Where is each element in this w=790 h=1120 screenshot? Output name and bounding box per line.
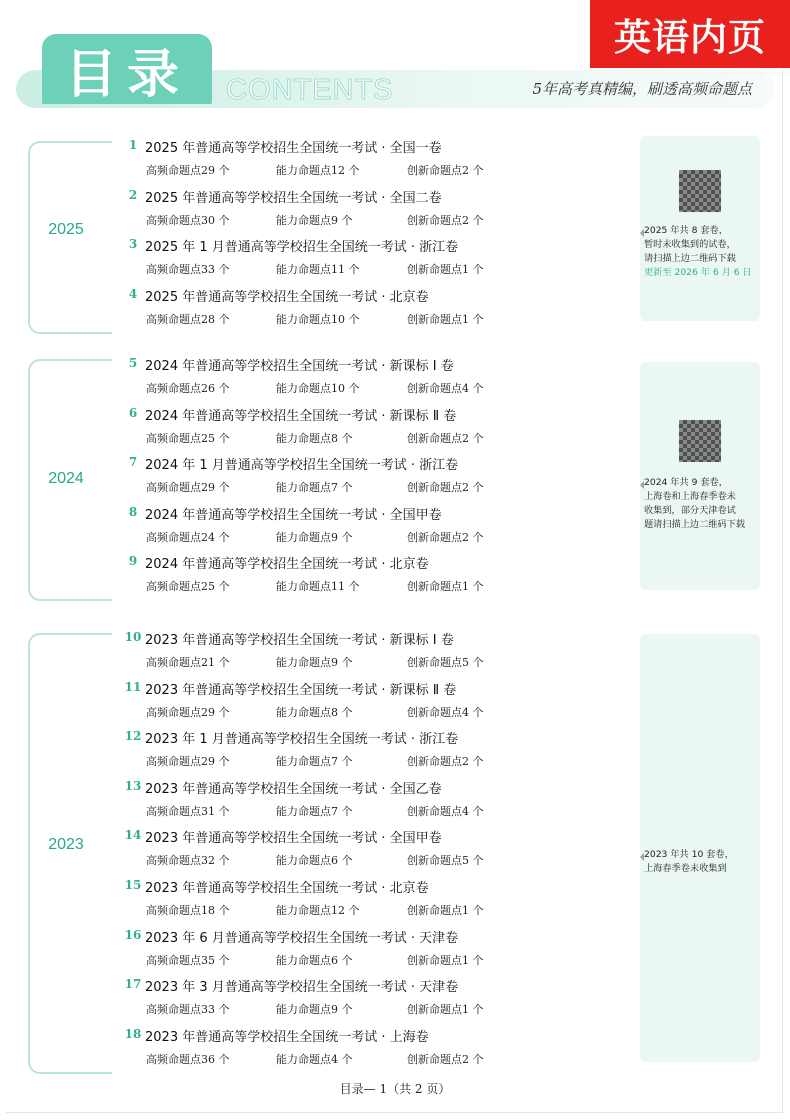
stat-value: 1 (462, 1003, 469, 1017)
stat-value: 32 (201, 854, 215, 868)
stat-high-frequency (146, 1001, 230, 1017)
stat-unit: 个 (472, 312, 484, 326)
stat-value: 29 (201, 164, 215, 177)
stat-unit: 个 (472, 164, 484, 177)
stat-value: 2 (462, 530, 469, 544)
stat-value: 9 (331, 1003, 338, 1017)
stat-value: 9 (331, 656, 338, 669)
stat-label: 创新命题点 (407, 164, 462, 177)
toc-entry[interactable] (124, 977, 624, 1027)
stat-label: 高频命题点 (146, 1003, 201, 1017)
entry-title: 2023 年 3 月普通高等学校招生全国统一考试 · 天津卷 (145, 980, 459, 996)
stat-unit: 个 (218, 1003, 230, 1017)
stat-high-frequency (146, 704, 230, 720)
stat-value: 7 (331, 804, 338, 818)
stat-label: 创新命题点 (407, 854, 462, 868)
stat-unit: 个 (218, 804, 230, 818)
stat-label: 能力命题点 (276, 953, 331, 967)
stat-label: 高频命题点 (146, 755, 201, 769)
stat-value: 1 (462, 580, 469, 594)
stat-value: 2 (462, 431, 469, 445)
stat-label: 创新命题点 (407, 755, 462, 769)
stat-label: 创新命题点 (407, 382, 462, 395)
year-note (644, 476, 758, 532)
stat-unit: 个 (218, 382, 230, 395)
year-note (644, 224, 758, 280)
stat-value: 4 (462, 804, 469, 818)
stat-label: 创新命题点 (407, 953, 462, 967)
stat-value: 1 (462, 263, 469, 277)
stat-value: 18 (201, 904, 215, 917)
stat-value: 11 (331, 580, 345, 594)
stat-unit: 个 (472, 530, 484, 544)
entry-number: 3 (128, 237, 138, 252)
stat-label: 创新命题点 (407, 263, 462, 277)
stat-innovation (407, 654, 484, 670)
stat-unit: 个 (218, 481, 230, 495)
stat-value: 33 (201, 263, 215, 277)
stat-high-frequency (146, 311, 230, 327)
stat-innovation (407, 753, 484, 769)
entry-number: 18 (124, 1026, 142, 1041)
stat-high-frequency (146, 902, 230, 918)
stat-innovation (407, 311, 484, 327)
stat-label: 能力命题点 (276, 1052, 331, 1066)
stat-unit: 个 (218, 164, 230, 177)
stat-label: 高频命题点 (146, 854, 201, 868)
note-line: 上海春季卷未收集到 (644, 863, 727, 874)
stat-label: 能力命题点 (276, 481, 331, 495)
stat-ability (276, 479, 353, 495)
stat-unit: 个 (472, 263, 484, 277)
stat-ability (276, 162, 360, 178)
stat-value: 25 (201, 431, 215, 445)
toc-entry[interactable] (124, 680, 624, 730)
stat-value: 29 (201, 755, 215, 769)
stat-unit: 个 (218, 1052, 230, 1066)
entry-title: 2023 年普通高等学校招生全国统一考试 · 上海卷 (145, 1029, 429, 1045)
stat-ability (276, 852, 353, 868)
toc-entry[interactable] (124, 1027, 624, 1077)
entry-number: 2 (128, 187, 138, 202)
stat-value: 1 (462, 904, 469, 917)
stat-label: 创新命题点 (407, 580, 462, 594)
stat-value: 31 (201, 804, 215, 818)
note-line: 题请扫描上边二维码下载 (644, 519, 746, 530)
year-note-panel (640, 136, 760, 321)
stat-label: 能力命题点 (276, 263, 331, 277)
stat-value: 2 (462, 1052, 469, 1066)
stat-unit: 个 (472, 431, 484, 445)
stat-label: 创新命题点 (407, 705, 462, 719)
toc-entry[interactable] (124, 729, 624, 779)
entry-number: 10 (124, 630, 142, 644)
stat-unit: 个 (348, 382, 360, 395)
entry-number: 4 (128, 286, 138, 301)
toc-entry[interactable] (124, 188, 624, 238)
entry-number: 13 (124, 778, 142, 793)
stat-label: 创新命题点 (407, 904, 462, 917)
stat-ability (276, 952, 353, 968)
stat-value: 21 (201, 656, 215, 669)
stat-label: 高频命题点 (146, 263, 201, 277)
stat-value: 12 (331, 164, 345, 177)
stat-label: 高频命题点 (146, 431, 201, 445)
stat-high-frequency (146, 212, 230, 228)
stat-high-frequency (146, 162, 230, 178)
stat-value: 30 (201, 213, 215, 227)
stat-high-frequency (146, 803, 230, 819)
stat-unit: 个 (218, 656, 230, 669)
qr-code-icon[interactable] (679, 420, 721, 462)
stat-unit: 个 (348, 263, 360, 277)
stat-ability (276, 261, 360, 277)
stat-label: 能力命题点 (276, 431, 331, 445)
entry-number: 11 (124, 679, 142, 694)
stat-innovation (407, 430, 484, 446)
stat-unit: 个 (472, 755, 484, 769)
stat-label: 能力命题点 (276, 854, 331, 868)
stat-value: 24 (201, 530, 215, 544)
stat-unit: 个 (472, 953, 484, 967)
entry-number: 14 (124, 828, 142, 843)
stat-unit: 个 (218, 312, 230, 326)
stat-label: 能力命题点 (276, 580, 331, 594)
stat-innovation (407, 803, 484, 819)
stat-label: 能力命题点 (276, 904, 331, 917)
stat-value: 28 (201, 312, 215, 326)
stat-innovation (407, 212, 484, 228)
stat-ability (276, 529, 353, 545)
stat-unit: 个 (472, 904, 484, 917)
stat-unit: 个 (218, 530, 230, 544)
stat-ability (276, 902, 360, 918)
stat-unit: 个 (472, 213, 484, 227)
stat-label: 创新命题点 (407, 1003, 462, 1017)
stat-label: 能力命题点 (276, 705, 331, 719)
page-footer: 目录— 1（共 2 页） (339, 1082, 451, 1096)
stat-ability (276, 430, 353, 446)
year-note-panel (640, 634, 760, 1062)
stat-value: 4 (331, 1052, 338, 1066)
stat-label: 能力命题点 (276, 1003, 331, 1017)
stat-high-frequency (146, 578, 230, 594)
stat-unit: 个 (341, 656, 353, 669)
note-line: 上海卷和上海春季卷未 (644, 491, 736, 502)
stat-unit: 个 (472, 705, 484, 719)
entry-title: 2025 年 1 月普通高等学校招生全国统一考试 · 浙江卷 (145, 240, 459, 256)
entry-title: 2024 年普通高等学校招生全国统一考试 · 北京卷 (145, 557, 429, 573)
stat-unit: 个 (341, 854, 353, 868)
stat-value: 29 (201, 481, 215, 495)
stat-value: 2 (462, 481, 469, 495)
stat-ability (276, 803, 353, 819)
year-note-panel (640, 362, 760, 590)
note-line: 2023 年共 10 套卷， (644, 849, 734, 860)
stat-label: 能力命题点 (276, 656, 331, 669)
entry-title: 2023 年普通高等学校招生全国统一考试 · 全国乙卷 (145, 781, 442, 797)
stat-unit: 个 (341, 804, 353, 818)
year-label: 2025 (48, 221, 84, 238)
stat-value: 8 (331, 431, 338, 445)
stat-label: 高频命题点 (146, 213, 201, 227)
year-label: 2023 (48, 836, 84, 853)
stat-value: 1 (462, 312, 469, 326)
stat-label: 创新命题点 (407, 431, 462, 445)
entry-title: 2023 年 6 月普通高等学校招生全国统一考试 · 天津卷 (145, 930, 459, 946)
stat-innovation (407, 952, 484, 968)
stat-value: 4 (462, 705, 469, 719)
stat-innovation (407, 578, 484, 594)
stat-unit: 个 (218, 263, 230, 277)
stat-innovation (407, 479, 484, 495)
stat-label: 能力命题点 (276, 530, 331, 544)
stat-label: 高频命题点 (146, 1052, 201, 1066)
stat-value: 35 (201, 953, 215, 967)
entry-title: 2025 年普通高等学校招生全国统一考试 · 北京卷 (145, 289, 429, 305)
stat-label: 高频命题点 (146, 312, 201, 326)
stat-innovation (407, 380, 484, 396)
entry-number: 6 (128, 405, 138, 420)
stat-unit: 个 (218, 755, 230, 769)
stat-label: 高频命题点 (146, 481, 201, 495)
stat-value: 10 (331, 312, 345, 326)
toc-entry[interactable] (124, 237, 624, 287)
year-label: 2024 (48, 470, 84, 487)
toc-entry[interactable] (124, 287, 624, 337)
stat-label: 创新命题点 (407, 656, 462, 669)
entry-title: 2023 年普通高等学校招生全国统一考试 · 全国甲卷 (145, 831, 442, 847)
stat-label: 高频命题点 (146, 530, 201, 544)
stat-innovation (407, 902, 484, 918)
entry-title: 2025 年普通高等学校招生全国统一考试 · 全国一卷 (145, 141, 442, 156)
stat-ability (276, 753, 353, 769)
stat-label: 高频命题点 (146, 580, 201, 594)
stat-unit: 个 (341, 431, 353, 445)
stat-label: 能力命题点 (276, 755, 331, 769)
stat-unit: 个 (218, 705, 230, 719)
stat-ability (276, 1051, 353, 1067)
stat-unit: 个 (472, 656, 484, 669)
stat-value: 29 (201, 705, 215, 719)
stat-ability (276, 578, 360, 594)
entry-title: 2025 年普通高等学校招生全国统一考试 · 全国二卷 (145, 190, 442, 206)
stat-value: 11 (331, 263, 345, 277)
stat-high-frequency (146, 1051, 230, 1067)
stat-unit: 个 (472, 1052, 484, 1066)
stat-label: 能力命题点 (276, 804, 331, 818)
stat-ability (276, 311, 360, 327)
stat-unit: 个 (218, 580, 230, 594)
stat-label: 能力命题点 (276, 382, 331, 395)
stat-ability (276, 380, 360, 396)
stat-label: 创新命题点 (407, 1052, 462, 1066)
stat-value: 2 (462, 213, 469, 227)
stat-value: 4 (462, 382, 469, 395)
toc-entry[interactable] (124, 554, 624, 604)
stat-unit: 个 (341, 213, 353, 227)
year-note (644, 848, 758, 876)
toc-entry[interactable] (124, 406, 624, 456)
page-type-badge: 英语内页 (590, 0, 790, 68)
stat-label: 高频命题点 (146, 804, 201, 818)
stat-innovation (407, 1051, 484, 1067)
stat-label: 高频命题点 (146, 953, 201, 967)
stat-ability (276, 212, 353, 228)
entry-number: 1 (128, 138, 138, 152)
toc-entry[interactable] (124, 505, 624, 555)
entry-number: 17 (124, 977, 142, 992)
qr-code-icon[interactable] (679, 170, 721, 212)
stat-label: 能力命题点 (276, 213, 331, 227)
stat-unit: 个 (218, 854, 230, 868)
contents-wordmark: CONTENTS (226, 74, 394, 106)
stat-value: 5 (462, 854, 469, 868)
stat-high-frequency (146, 430, 230, 446)
stat-unit: 个 (341, 755, 353, 769)
stat-value: 5 (462, 656, 469, 669)
stat-unit: 个 (348, 904, 360, 917)
note-line: 暂时未收集到的试卷， (644, 239, 736, 250)
stat-value: 9 (331, 530, 338, 544)
stat-high-frequency (146, 529, 230, 545)
stat-unit: 个 (472, 382, 484, 395)
stat-value: 7 (331, 755, 338, 769)
stat-high-frequency (146, 952, 230, 968)
toc-entry[interactable] (124, 630, 624, 680)
entry-number: 7 (128, 455, 138, 470)
stat-label: 能力命题点 (276, 164, 331, 177)
stat-ability (276, 1001, 353, 1017)
stat-label: 高频命题点 (146, 705, 201, 719)
note-line: 2024 年共 9 套卷， (644, 477, 728, 488)
stat-value: 9 (331, 213, 338, 227)
stat-label: 创新命题点 (407, 312, 462, 326)
stat-unit: 个 (472, 580, 484, 594)
stat-value: 12 (331, 904, 345, 917)
stat-value: 2 (462, 755, 469, 769)
stat-unit: 个 (341, 481, 353, 495)
entry-title: 2024 年普通高等学校招生全国统一考试 · 新课标 Ⅰ 卷 (145, 359, 454, 374)
stat-label: 能力命题点 (276, 312, 331, 326)
stat-label: 高频命题点 (146, 164, 201, 177)
stat-value: 25 (201, 580, 215, 594)
stat-unit: 个 (341, 953, 353, 967)
stat-value: 33 (201, 1003, 215, 1017)
stat-unit: 个 (348, 312, 360, 326)
toc-entry[interactable] (124, 828, 624, 878)
entry-title: 2023 年普通高等学校招生全国统一考试 · 北京卷 (145, 881, 429, 896)
entry-number: 15 (124, 878, 142, 892)
stat-unit: 个 (341, 705, 353, 719)
toc-entry[interactable] (124, 928, 624, 978)
stat-unit: 个 (341, 1052, 353, 1066)
stat-value: 6 (331, 854, 338, 868)
entry-title: 2023 年普通高等学校招生全国统一考试 · 新课标 Ⅱ 卷 (145, 682, 457, 698)
stat-high-frequency (146, 753, 230, 769)
stat-high-frequency (146, 261, 230, 277)
update-date-note: 更新至 2026 年 6 月 6 日 (644, 267, 752, 278)
header-slogan: 5年高考真精编，刷透高频命题点 (532, 80, 752, 98)
note-line: 2025 年共 8 套卷， (644, 225, 728, 236)
stat-unit: 个 (472, 804, 484, 818)
stat-ability (276, 654, 353, 670)
stat-label: 创新命题点 (407, 481, 462, 495)
stat-unit: 个 (472, 1003, 484, 1017)
stat-high-frequency (146, 380, 230, 396)
entry-number: 12 (124, 729, 142, 744)
stat-innovation (407, 852, 484, 868)
stat-value: 10 (331, 382, 345, 395)
stat-innovation (407, 1001, 484, 1017)
stat-label: 创新命题点 (407, 804, 462, 818)
stat-innovation (407, 704, 484, 720)
entry-number: 8 (128, 504, 138, 519)
stat-high-frequency (146, 852, 230, 868)
note-line: 请扫描上边二维码下载 (644, 253, 736, 264)
stat-value: 1 (462, 953, 469, 967)
stat-high-frequency (146, 654, 230, 670)
stat-value: 36 (201, 1052, 215, 1066)
stat-value: 6 (331, 953, 338, 967)
toc-entry[interactable] (124, 356, 624, 406)
stat-unit: 个 (348, 164, 360, 177)
entry-title: 2023 年 1 月普通高等学校招生全国统一考试 · 浙江卷 (145, 732, 459, 748)
entry-title: 2024 年普通高等学校招生全国统一考试 · 全国甲卷 (145, 507, 442, 523)
stat-label: 高频命题点 (146, 656, 201, 669)
stat-high-frequency (146, 479, 230, 495)
stat-innovation (407, 162, 484, 178)
stat-unit: 个 (218, 213, 230, 227)
entry-title: 2023 年普通高等学校招生全国统一考试 · 新课标 Ⅰ 卷 (145, 633, 454, 648)
stat-unit: 个 (341, 530, 353, 544)
stat-label: 高频命题点 (146, 382, 201, 395)
stat-unit: 个 (341, 1003, 353, 1017)
entry-number: 16 (124, 927, 142, 942)
page-title: 目录 (42, 34, 212, 104)
stat-unit: 个 (348, 580, 360, 594)
stat-unit: 个 (472, 854, 484, 868)
stat-ability (276, 704, 353, 720)
stat-value: 7 (331, 481, 338, 495)
stat-innovation (407, 261, 484, 277)
toc-entry[interactable] (124, 138, 624, 188)
stat-unit: 个 (218, 904, 230, 917)
stat-unit: 个 (218, 953, 230, 967)
stat-value: 26 (201, 382, 215, 395)
stat-unit: 个 (472, 481, 484, 495)
stat-unit: 个 (218, 431, 230, 445)
toc-entry[interactable] (124, 455, 624, 505)
toc-entry[interactable] (124, 878, 624, 928)
entry-title: 2024 年普通高等学校招生全国统一考试 · 新课标 Ⅱ 卷 (145, 408, 457, 424)
toc-entry[interactable] (124, 779, 624, 829)
entry-title: 2024 年 1 月普通高等学校招生全国统一考试 · 浙江卷 (145, 458, 459, 474)
note-line: 收集到，部分天津卷试 (644, 505, 736, 516)
stat-label: 创新命题点 (407, 530, 462, 544)
stat-value: 8 (331, 705, 338, 719)
stat-label: 创新命题点 (407, 213, 462, 227)
entry-number: 5 (128, 356, 138, 370)
entry-number: 9 (128, 554, 138, 569)
stat-value: 2 (462, 164, 469, 177)
stat-label: 高频命题点 (146, 904, 201, 917)
stat-innovation (407, 529, 484, 545)
